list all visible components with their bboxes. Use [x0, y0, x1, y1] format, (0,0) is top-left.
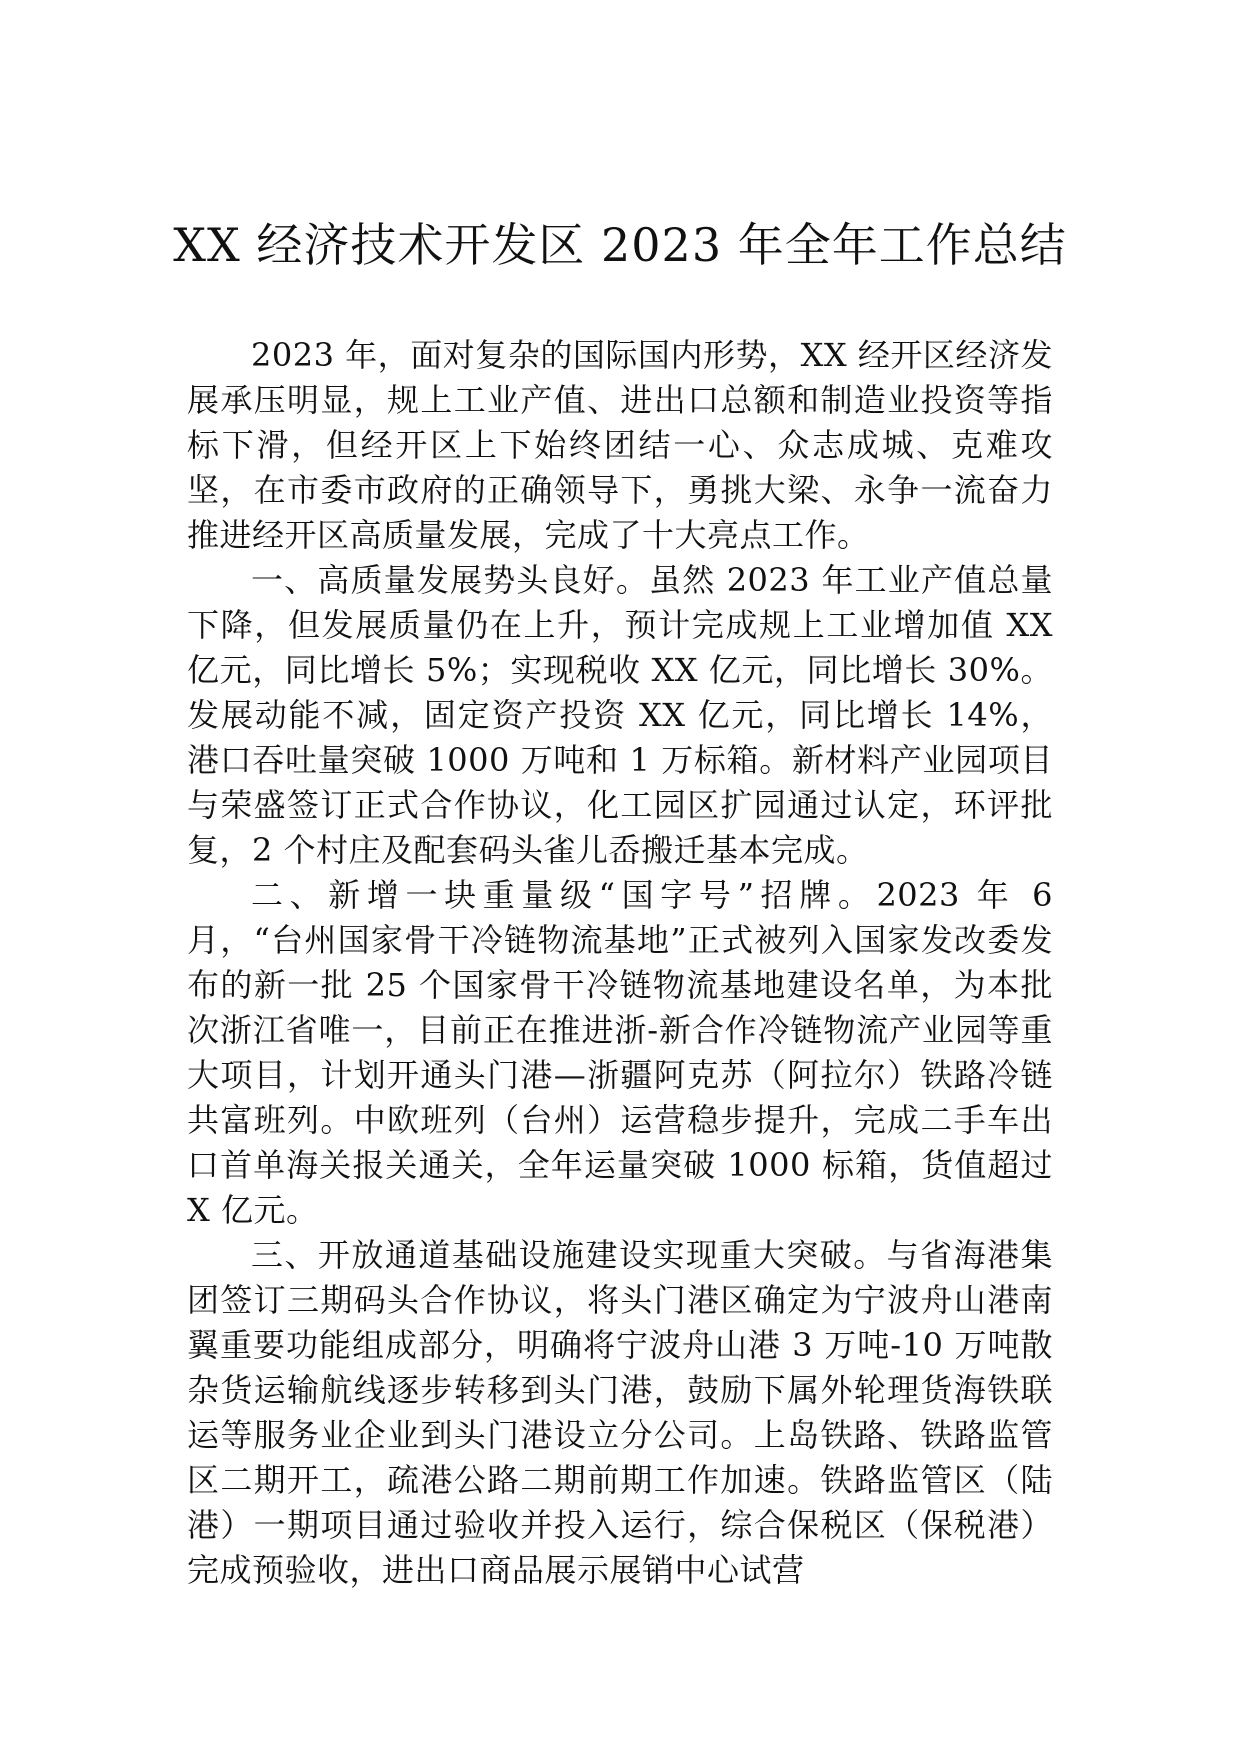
document-body: [187, 333, 1053, 1593]
paragraph-section-1: 一、高质量发展势头良好。虽然 2023 年工业产值总量下降，但发展质量仍在上升，预计完成规上工业增加值 XX 亿元，同比增长 5%；实现税收 XX 亿元，同比增长 30%。发展动能不减，固定资产投资 XX 亿元，同比增长 14%，港口吞吐量突破 1000 万吨和 1 万标箱。新材料产业园项目与荣盛签订正式合作协议，化工园区扩园通过认定，环评批复，2 个村庄及配套码头雀儿岙搬迁基本完成。: [187, 561, 1053, 869]
paragraph-section-2: 二、新增一块重量级“国字号”招牌。2023 年 6 月，“台州国家骨干冷链物流基地”正式被列入国家发改委发布的新一批 25 个国家骨干冷链物流基地建设名单，为本批次浙江省唯一，目前正在推进浙-新合作冷链物流产业园等重大项目，计划开通头门港—浙疆阿克苏（阿拉尔）铁路冷链共富班列。中欧班列（台州）运营稳步提升，完成二手车出口首单海关报关通关，全年运量突破 1000 标箱，货值超过 X 亿元。: [187, 876, 1053, 1229]
paragraph-intro: 2023 年，面对复杂的国际国内形势，XX 经开区经济发展承压明显，规上工业产值、进出口总额和制造业投资等指标下滑，但经开区上下始终团结一心、众志成城、克难攻坚，在市委市政府的正确领导下，勇挑大梁、永争一流奋力推进经开区高质量发展，完成了十大亮点工作。: [187, 336, 1053, 554]
paragraph-section-3: 三、开放通道基础设施建设实现重大突破。与省海港集团签订三期码头合作协议，将头门港区确定为宁波舟山港南翼重要功能组成部分，明确将宁波舟山港 3 万吨-10 万吨散杂货运输航线逐步转移到头门港，鼓励下属外轮理货海铁联运等服务业企业到头门港设立分公司。上岛铁路、铁路监管区二期开工，疏港公路二期前期工作加速。铁路监管区（陆港）一期项目通过验收并投入运行，综合保税区（保税港）完成预验收，进出口商品展示展销中心试营: [187, 1236, 1053, 1589]
document-title: XX 经济技术开发区 2023 年全年工作总结: [173, 218, 1067, 272]
